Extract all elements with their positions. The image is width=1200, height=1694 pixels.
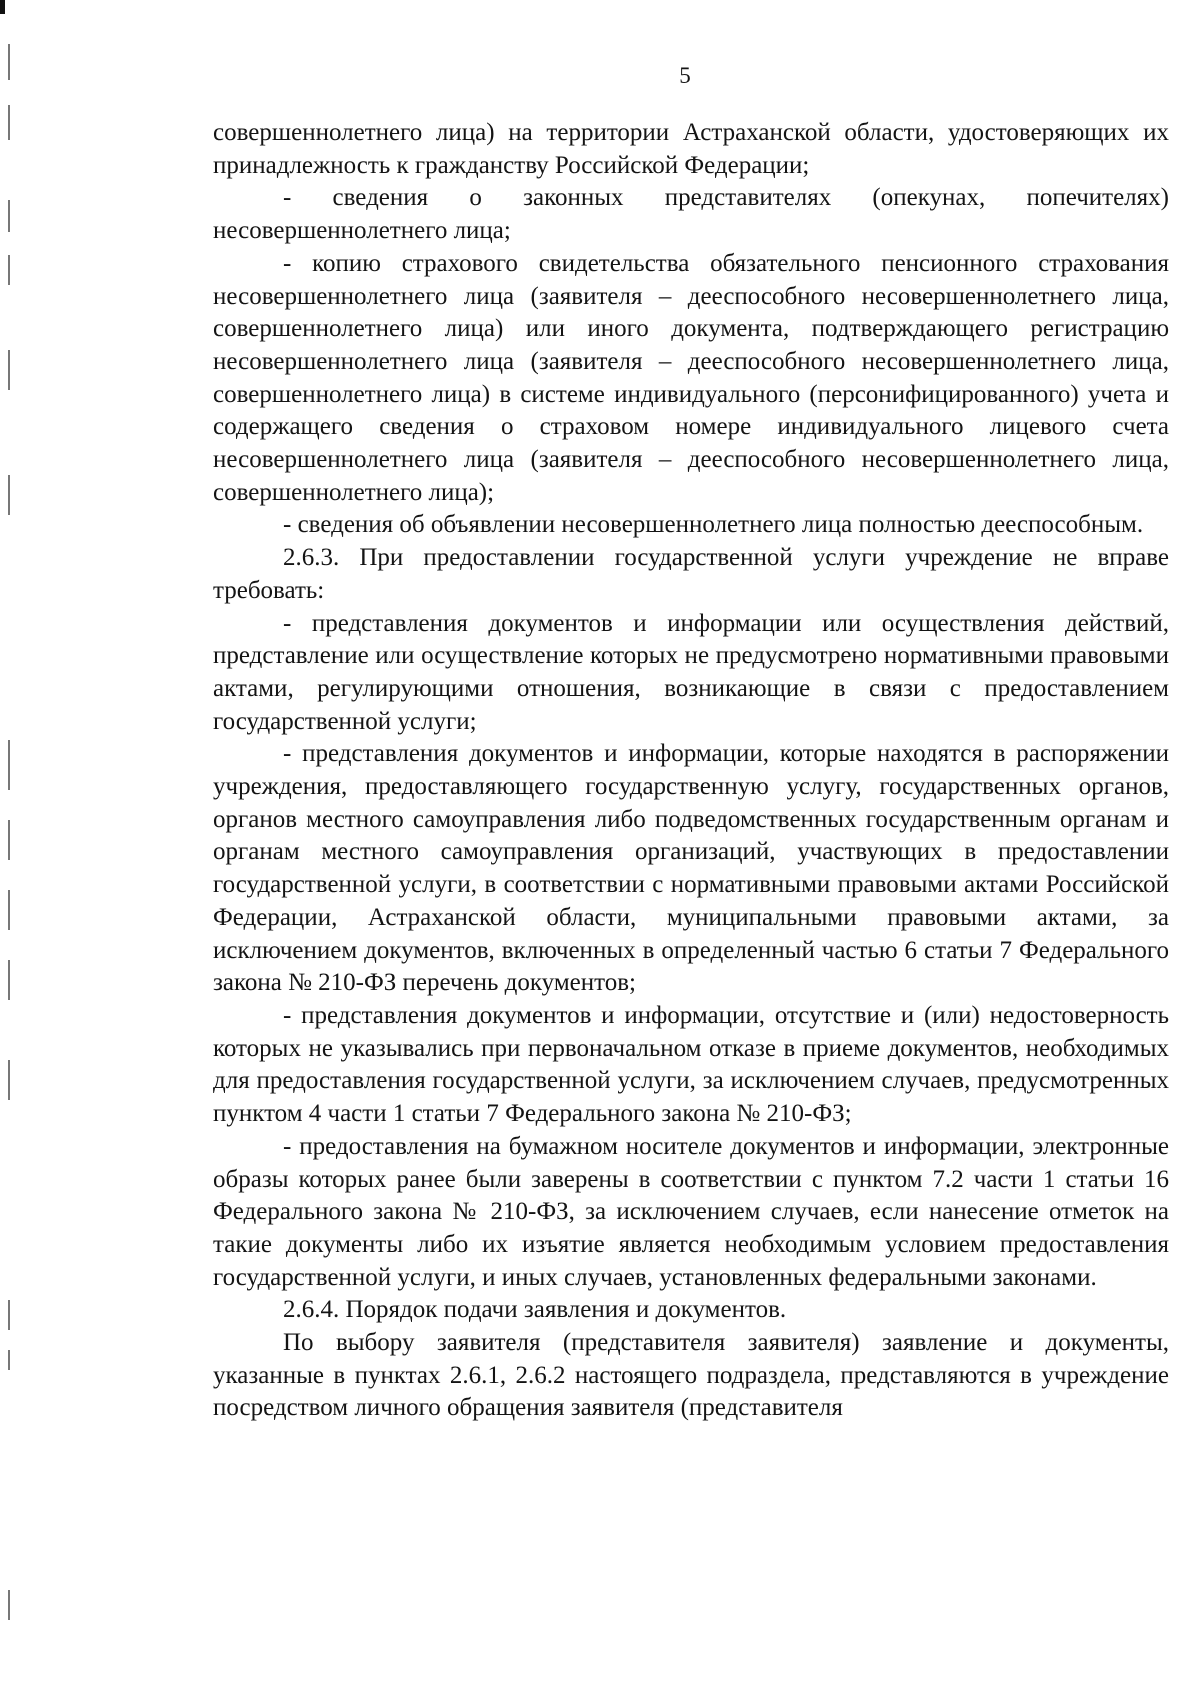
paragraph-section-2-6-3: 2.6.3. При предоставлении государственной услуги учреждение не вправе требовать: — [213, 544, 1169, 604]
page-number: 5 — [679, 63, 691, 88]
paragraph-list-item: - сведения о законных представителях (опекунах, попечителях) несовершеннолетнего лица; — [213, 184, 1169, 245]
scan-edge-artifacts — [0, 0, 30, 1694]
paragraph-section-2-6-4: 2.6.4. Порядок подачи заявления и документов. — [283, 1296, 787, 1324]
paragraph-list-item: - сведения об объявлении несовершеннолетнего лица полностью дееспособным. — [283, 511, 1144, 539]
paragraph-continuation: совершеннолетнего лица) на территории Астраханской области, удостоверяющих их принадлежность к гражданству Российской Федерации; — [213, 119, 1169, 179]
paragraph-list-item: - предоставления на бумажном носителе документов и информации, электронные образы которых ранее были заверены в соответствии с пунктом 7.2 части 1 статьи 16 Федерального закона № 210-ФЗ, за исключением случаев, если нанесение отметок на такие документы либо их изъятие является необходимым условием предоставления государственной услуги, и иных случаев, установленных федеральными законами. — [213, 1132, 1169, 1291]
paragraph-list-item: - копию страхового свидетельства обязательного пенсионного страхования несовершеннолетнего лица (заявителя – дееспособного несовершеннолетнего лица, совершеннолетнего лица) или иного документа, подтверждающего регистрацию несовершеннолетнего лица (заявителя – дееспособного несовершеннолетнего лица, совершеннолетнего лица) в системе индивидуального (персонифицированного) учета и содержащего сведения о страховом номере индивидуального лицевого счета несовершеннолетнего лица (заявителя – дееспособного несовершеннолетнего лица, совершеннолетнего лица); — [213, 249, 1169, 506]
paragraph-list-item: - представления документов и информации, которые находятся в распоряжении учреждения, предоставляющего государственную услугу, государственных органов, органов местного самоуправления либо подведомственных государственным органам и органам местного самоуправления организаций, участвующих в предоставлении государственной услуги, в соответствии с нормативными правовыми актами Российской Федерации, Астраханской области, муниципальными правовыми актами, за исключением документов, включенных в определенный частью 6 статьи 7 Федерального закона № 210-ФЗ перечень документов; — [213, 740, 1169, 997]
paragraph: По выбору заявителя (представителя заявителя) заявление и документы, указанные в пунктах 2.6.1, 2.6.2 настоящего подраздела, представляются в учреждение посредством личного обращения заявителя (представителя — [213, 1329, 1169, 1422]
document-body — [213, 117, 1169, 1425]
paragraph-list-item: - представления документов и информации, отсутствие и (или) недостоверность которых не указывались при первоначальном отказе в приеме документов, необходимых для предоставления государственной услуги, за исключением случаев, предусмотренных пунктом 4 части 1 статьи 7 Федерального закона № 210-ФЗ; — [213, 1001, 1169, 1128]
paragraph-list-item: - представления документов и информации или осуществления действий, представление или осуществление которых не предусмотрено нормативными правовыми актами, регулирующими отношения, возникающие в связи с предоставлением государственной услуги; — [213, 609, 1169, 735]
